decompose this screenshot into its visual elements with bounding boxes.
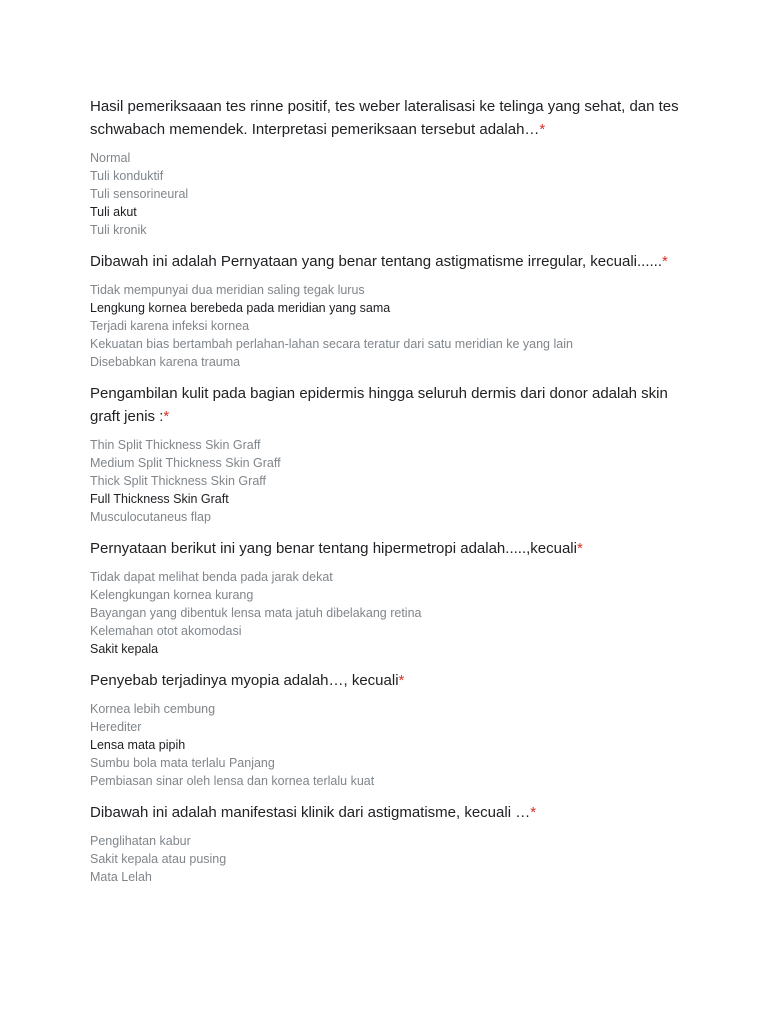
option-item[interactable]: Lengkung kornea berebeda pada meridian yang sama: [90, 301, 391, 315]
option-item[interactable]: Sakit kepala: [90, 642, 159, 656]
option-item[interactable]: Disebabkan karena trauma: [90, 355, 241, 369]
option-item[interactable]: Medium Split Thickness Skin Graff: [90, 456, 281, 470]
required-mark: *: [398, 672, 405, 689]
required-mark: *: [539, 121, 546, 138]
question-text: [90, 801, 690, 824]
question-3-text: Pengambilan kulit pada bagian epidermis hingga seluruh dermis dari donor adalah skin graft jenis :: [90, 385, 668, 425]
option-item[interactable]: Thin Split Thickness Skin Graff: [90, 438, 261, 452]
option-item[interactable]: Tidak mempunyai dua meridian saling tegak lurus: [90, 283, 365, 297]
option-item[interactable]: Bayangan yang dibentuk lensa mata jatuh dibelakang retina: [90, 606, 422, 620]
question-5: [90, 669, 690, 790]
option-item[interactable]: Kornea lebih cembung: [90, 702, 216, 716]
question-text: [90, 537, 690, 560]
question-text: [90, 95, 690, 141]
required-mark: *: [576, 540, 583, 557]
question-2: [90, 250, 690, 371]
question-2-text: Dibawah ini adalah Pernyataan yang benar tentang astigmatisme irregular, kecuali......: [90, 253, 662, 270]
required-mark: *: [662, 253, 668, 270]
option-item[interactable]: Kelengkungan kornea kurang: [90, 588, 254, 602]
option-item[interactable]: Terjadi karena infeksi kornea: [90, 319, 250, 333]
option-item[interactable]: Kekuatan bias bertambah perlahan-lahan secara teratur dari satu meridian ke yang lain: [90, 337, 573, 351]
options-list: [90, 568, 690, 658]
question-4: [90, 537, 690, 658]
options-list: [90, 700, 690, 790]
question-1-text: Hasil pemeriksaaan tes rinne positif, tes weber lateralisasi ke telinga yang sehat, dan tes schwabach memendek. Interpretasi pemeriksaan tersebut adalah…: [90, 98, 679, 138]
option-item[interactable]: Sakit kepala atau pusing: [90, 852, 227, 866]
question-4-text: Pernyataan berikut ini yang benar tentang hipermetropi adalah.....,kecuali: [90, 540, 577, 557]
option-normal[interactable]: Normal: [90, 151, 131, 165]
option-item[interactable]: Tidak dapat melihat benda pada jarak dekat: [90, 570, 333, 584]
option-item[interactable]: Pembiasan sinar oleh lensa dan kornea terlalu kuat: [90, 774, 375, 788]
question-3: [90, 382, 690, 526]
option-item[interactable]: Kelemahan otot akomodasi: [90, 624, 242, 638]
option-tuli-sensorineural[interactable]: Tuli sensorineural: [90, 187, 189, 201]
option-item[interactable]: Musculocutaneus flap: [90, 510, 211, 524]
option-tuli-kronik[interactable]: Tuli kronik: [90, 223, 147, 237]
option-item[interactable]: Penglihatan kabur: [90, 834, 191, 848]
options-list: [90, 149, 690, 239]
required-mark: *: [530, 804, 537, 821]
options-list: [90, 832, 690, 886]
option-item[interactable]: Sumbu bola mata terlalu Panjang: [90, 756, 275, 770]
option-item[interactable]: Herediter: [90, 720, 142, 734]
question-5-text: Penyebab terjadinya myopia adalah…, kecuali: [90, 672, 399, 689]
options-list: [90, 281, 690, 371]
option-item[interactable]: Lensa mata pipih: [90, 738, 186, 752]
options-list: [90, 436, 690, 526]
question-1: [90, 95, 690, 239]
question-text: [90, 250, 690, 273]
option-tuli-akut[interactable]: Tuli akut: [90, 205, 137, 219]
required-mark: *: [163, 408, 170, 425]
question-text: [90, 669, 690, 692]
question-6: [90, 801, 690, 886]
option-item[interactable]: Full Thickness Skin Graft: [90, 492, 229, 506]
option-tuli-konduktif[interactable]: Tuli konduktif: [90, 169, 164, 183]
quiz-document: [90, 95, 690, 886]
option-item[interactable]: Mata Lelah: [90, 870, 152, 884]
option-item[interactable]: Thick Split Thickness Skin Graff: [90, 474, 266, 488]
question-6-text: Dibawah ini adalah manifestasi klinik dari astigmatisme, kecuali …: [90, 804, 531, 821]
question-text: [90, 382, 690, 428]
